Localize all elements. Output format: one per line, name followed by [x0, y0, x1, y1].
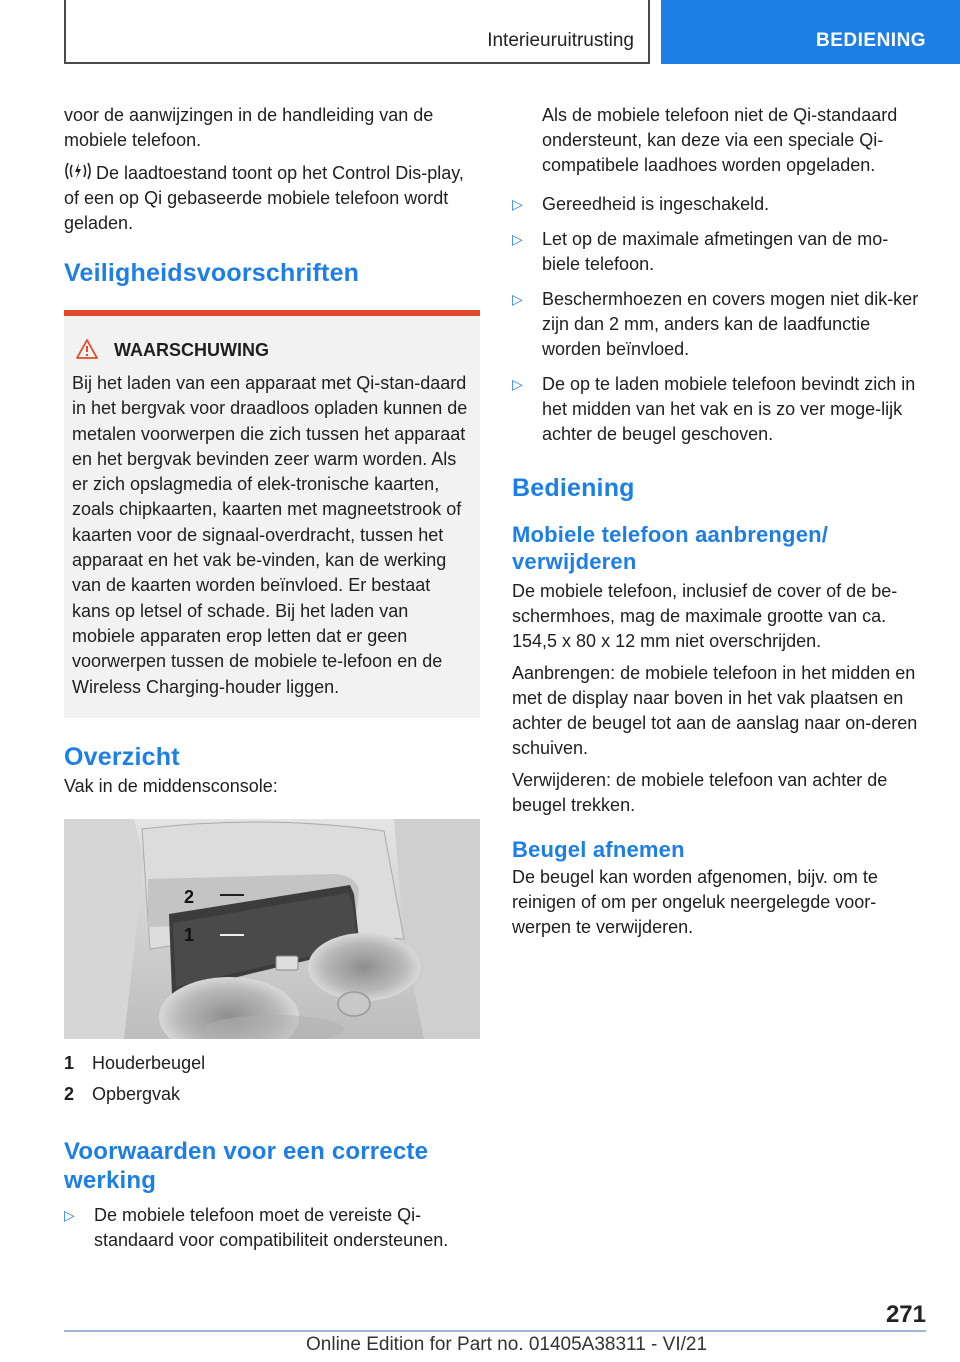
header-chapter-tab — [661, 0, 960, 64]
figure-legend — [64, 1051, 480, 1107]
console-illustration — [64, 819, 480, 1039]
warning-title-row — [72, 338, 470, 363]
bracket-heading: Beugel afnemen — [512, 837, 685, 862]
callout-2: 2 — [184, 886, 195, 907]
callout-1: 1 — [184, 924, 195, 945]
conditions-list-right — [512, 192, 926, 447]
console-figure — [64, 819, 480, 1039]
attach-paragraph-2: Aanbrengen: de mobiele telefoon in het midden en met de display naar boven in het vak plaatsen en achter de beugel tot aan de aanslag naar on-deren schuiven. — [512, 663, 918, 758]
triangle-bullet-icon: ▷ — [512, 196, 523, 212]
triangle-bullet-icon: ▷ — [64, 1206, 75, 1223]
header-chapter-title: BEDIENING — [816, 30, 927, 51]
conditions-heading: Voorwaarden voor een correcte werking — [64, 1137, 429, 1194]
legend-number: 1 — [64, 1052, 75, 1073]
attach-heading: Mobiele telefoon aanbrengen/ verwijderen — [512, 522, 829, 574]
warning-triangle-icon — [76, 339, 98, 359]
header-section-title: Interieuruitrusting — [487, 30, 634, 51]
operation-heading: Bediening — [512, 474, 635, 502]
continued-paragraph: Als de mobiele telefoon niet de Qi-standaard ondersteunt, kan deze via een speciale Qi-compatibele laadhoes worden opgeladen. — [542, 105, 898, 175]
overview-caption: Vak in de middensconsole: — [64, 775, 278, 796]
attach-paragraph-1: De mobiele telefoon, inclusief de cover of de be-schermhoes, mag de maximale grootte van ca. 154,5 x 80 x 12 mm niet overschrijden. — [512, 581, 898, 651]
list-item-text: De mobiele telefoon moet de vereiste Qi-standaard voor compatibiliteit ondersteunen. — [94, 1204, 449, 1250]
header-section-box — [64, 0, 650, 64]
triangle-bullet-icon: ▷ — [512, 376, 523, 392]
triangle-bullet-icon: ▷ — [512, 291, 523, 307]
legend-label: Opbergvak — [92, 1083, 181, 1104]
list-item — [512, 287, 926, 362]
legend-item — [64, 1051, 480, 1076]
list-item — [512, 372, 926, 447]
intro-paragraph: voor de aanwijzingen in de handleiding van de mobiele telefoon. — [64, 105, 434, 150]
warning-title: WAARSCHUWING — [114, 340, 269, 360]
triangle-bullet-icon: ▷ — [512, 231, 523, 247]
list-item-text: Let op de maximale afmetingen van de mo-biele telefoon. — [542, 229, 889, 274]
wireless-charging-icon — [64, 160, 92, 182]
legend-label: Houderbeugel — [92, 1052, 206, 1073]
warning-block — [64, 310, 480, 718]
list-item-text: De op te laden mobiele telefoon bevindt zich in het midden van het vak en is zo ver moge-lijk achter de beugel geschoven. — [542, 374, 916, 444]
warning-box — [64, 316, 480, 718]
list-item — [512, 227, 926, 277]
warning-text: Bij het laden van een apparaat met Qi-stan-daard in het bergvak voor draadloos opladen kunnen de metalen voorwerpen die zich tussen het apparaat en het bergvak bevinden zeer warm worden. Als er zich opslagmedia of elek-tronische kaarten, zoals chipkaarten, kaarten met magneetstrook of kaarten voor de signaal-overdracht, tussen het apparaat en het vak be-vinden, kan de werking van de kaarten worden beïnvloed. Er bestaat kans op letsel of schade. Bij het laden van mobiele apparaten erop letten dat er geen voorwerpen tussen de mobiele te-lefoon en de Wireless Charging-houder liggen. — [72, 373, 468, 697]
charge-note-text: De laadtoestand toont op het Control Dis-play, of een op Qi gebaseerde mobiele telefoon wordt geladen. — [64, 163, 464, 233]
charge-note-paragraph — [64, 160, 480, 236]
right-column — [512, 103, 926, 947]
legend-number: 2 — [64, 1083, 75, 1104]
footer-divider — [64, 1330, 926, 1332]
footer-edition: Online Edition for Part no. 01405A38311 - VI/21 — [306, 1334, 708, 1355]
safety-heading: Veiligheidsvoorschriften — [64, 259, 360, 287]
bracket-paragraph: De beugel kan worden afgenomen, bijv. om te reinigen of om per ongeluk neergelegde voor-werpen te verwijderen. — [512, 867, 878, 937]
legend-item — [64, 1082, 480, 1107]
attach-paragraph-3: Verwijderen: de mobiele telefoon van achter de beugel trekken. — [512, 770, 888, 815]
list-item — [512, 192, 926, 217]
list-item-text: Gereedheid is ingeschakeld. — [542, 194, 770, 214]
list-item — [64, 1203, 480, 1253]
page-number: 271 — [885, 1301, 926, 1328]
overview-heading: Overzicht — [64, 742, 180, 771]
conditions-list-left — [64, 1203, 480, 1253]
left-column — [64, 103, 480, 1263]
list-item-text: Beschermhoezen en covers mogen niet dik-ker zijn dan 2 mm, anders kan de laadfunctie worden beïnvloed. — [542, 289, 919, 359]
